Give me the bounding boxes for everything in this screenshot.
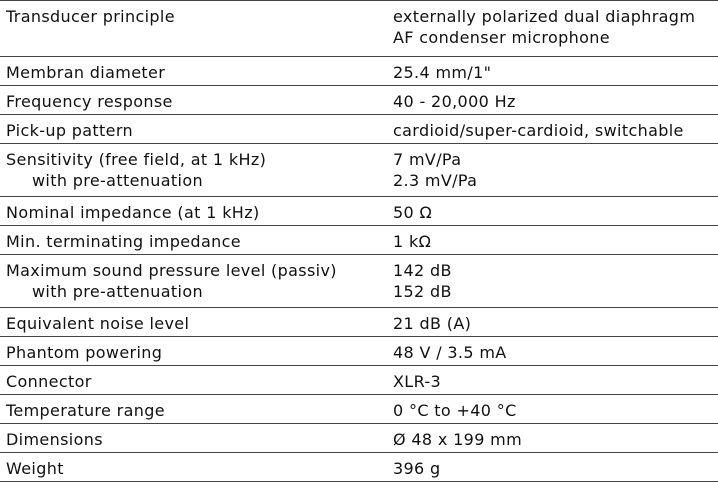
- spec-value: [391, 115, 718, 143]
- spec-label-text: Pick-up pattern: [6, 121, 133, 140]
- spec-label: [0, 115, 391, 143]
- spec-label: [0, 395, 391, 423]
- spec-value: [391, 86, 718, 114]
- spec-label-text: Temperature range: [6, 401, 165, 420]
- spec-label: [0, 453, 391, 481]
- spec-value-text: 1 kΩ: [393, 232, 432, 251]
- spec-row-sensitivity: [0, 144, 718, 197]
- spec-value: [391, 366, 718, 394]
- spec-row-max-sound-pressure-level: [0, 255, 718, 308]
- spec-label-text: Equivalent noise level: [6, 314, 190, 333]
- spec-value: [391, 57, 718, 85]
- spec-value-text: XLR-3: [393, 372, 442, 391]
- spec-value: [391, 395, 718, 423]
- spec-label: [0, 308, 391, 336]
- spec-value: [391, 424, 718, 452]
- spec-value: [391, 144, 718, 196]
- spec-label-text: Connector: [6, 372, 92, 391]
- spec-value-text: 0 °C to +40 °C: [393, 401, 517, 420]
- spec-row-nominal-impedance: [0, 197, 718, 226]
- spec-value-text: 21 dB (A): [393, 314, 472, 333]
- spec-label: [0, 144, 391, 196]
- spec-label: [0, 424, 391, 452]
- spec-row-dimensions: [0, 424, 718, 453]
- spec-label: [0, 1, 391, 56]
- spec-label-text: Phantom powering: [6, 343, 163, 362]
- spec-row-phantom-powering: [0, 337, 718, 366]
- spec-value-text: cardioid/super-cardioid, switchable: [393, 121, 684, 140]
- spec-value-text: AF condenser microphone: [393, 28, 610, 47]
- spec-value: [391, 453, 718, 481]
- spec-value-text: externally polarized dual diaphragm: [393, 7, 696, 26]
- spec-label: [0, 255, 391, 307]
- spec-value-text: 2.3 mV/Pa: [393, 171, 478, 190]
- spec-value: [391, 308, 718, 336]
- spec-label: [0, 57, 391, 85]
- spec-row-weight: [0, 453, 718, 482]
- spec-label: [0, 197, 391, 225]
- spec-value-text: 25.4 mm/1": [393, 63, 492, 82]
- spec-label-subtext: with pre-attenuation: [32, 282, 203, 301]
- spec-value: [391, 197, 718, 225]
- spec-label-text: Dimensions: [6, 430, 103, 449]
- spec-row-temperature-range: [0, 395, 718, 424]
- spec-value-text: 142 dB: [393, 261, 452, 280]
- spec-value-text: 50 Ω: [393, 203, 433, 222]
- spec-value-text: Ø 48 x 199 mm: [393, 430, 523, 449]
- spec-label-text: Nominal impedance (at 1 kHz): [6, 203, 260, 222]
- spec-label-text: Frequency response: [6, 92, 173, 111]
- spec-value: [391, 255, 718, 307]
- spec-label-subtext: with pre-attenuation: [32, 171, 203, 190]
- spec-value: [391, 226, 718, 254]
- spec-label-text: Maximum sound pressure level (passiv): [6, 261, 337, 280]
- spec-row-membran-diameter: [0, 57, 718, 86]
- spec-label: [0, 86, 391, 114]
- spec-label-text: Sensitivity (free field, at 1 kHz): [6, 150, 267, 169]
- spec-row-transducer-principle: [0, 1, 718, 57]
- spec-value-text: 48 V / 3.5 mA: [393, 343, 507, 362]
- spec-label: [0, 366, 391, 394]
- spec-label: [0, 337, 391, 365]
- spec-label-text: Membran diameter: [6, 63, 166, 82]
- spec-value-text: 152 dB: [393, 282, 452, 301]
- spec-label-text: Min. terminating impedance: [6, 232, 241, 251]
- spec-row-connector: [0, 366, 718, 395]
- spec-value: [391, 337, 718, 365]
- spec-row-equivalent-noise-level: [0, 308, 718, 337]
- spec-value-text: 40 - 20,000 Hz: [393, 92, 516, 111]
- spec-row-pick-up-pattern: [0, 115, 718, 144]
- spec-value-text: 7 mV/Pa: [393, 150, 462, 169]
- spec-row-frequency-response: [0, 86, 718, 115]
- spec-row-min-terminating-impedance: [0, 226, 718, 255]
- spec-value-text: 396 g: [393, 459, 441, 478]
- spec-value: [391, 1, 718, 56]
- spec-label-text: Weight: [6, 459, 64, 478]
- spec-label-text: Transducer principle: [6, 7, 175, 26]
- spec-label: [0, 226, 391, 254]
